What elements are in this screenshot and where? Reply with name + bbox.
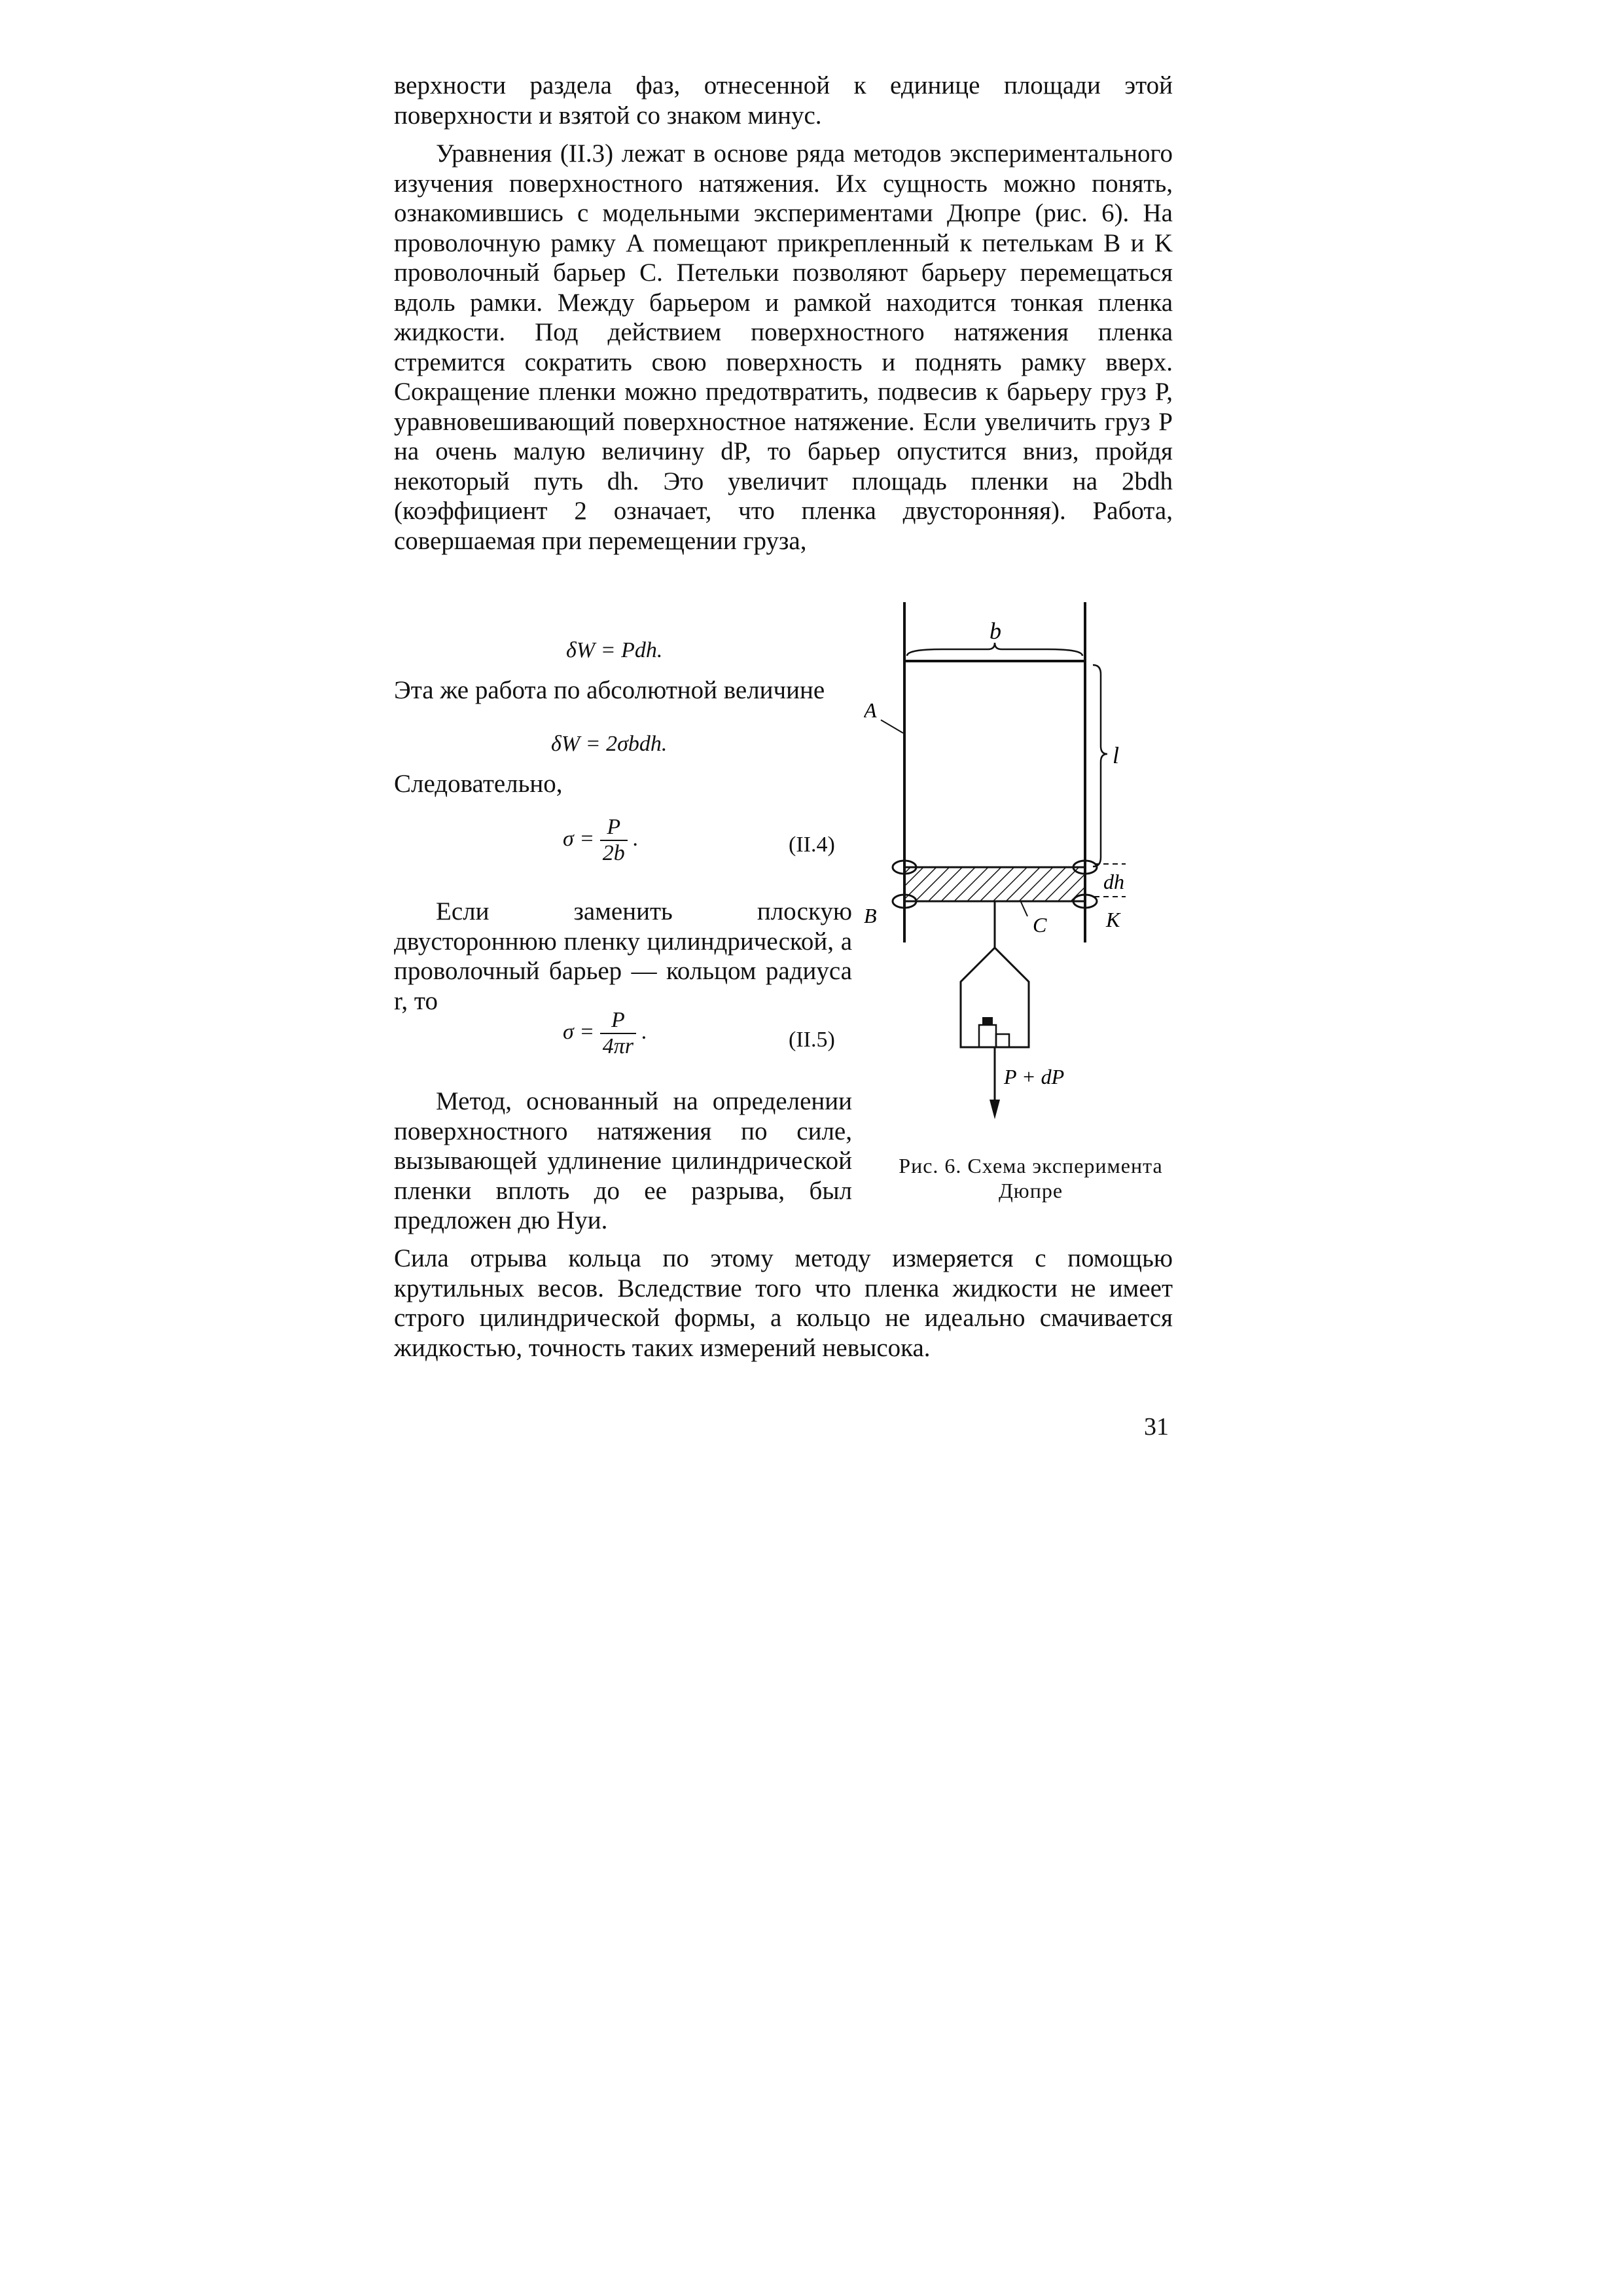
equation-number-II-5: (II.5) bbox=[789, 1028, 835, 1052]
b-brace bbox=[907, 643, 1082, 656]
label-C: C bbox=[1033, 913, 1047, 937]
leader-A bbox=[881, 720, 903, 733]
barrier-C bbox=[904, 867, 1085, 901]
equation-II-5: σ = $\frac{P}{4\pi r}$ . bbox=[563, 1008, 647, 1058]
weight-pan bbox=[961, 948, 1029, 1047]
equation-number-II-4: (II.4) bbox=[789, 833, 835, 857]
formula-work-surface: δW = 2σbdh. bbox=[551, 732, 668, 756]
label-dh: dh bbox=[1103, 870, 1124, 893]
paragraph-main: Уравнения (II.3) лежат в основе ряда методов экспериментального изучения поверхностного натяжения. Их сущность можно понять, ознакомившись с модельными экспериментами Дюпре (рис. 6). На проволочную рамку A помещают прикрепленный к петелькам B и K проволочный барьер C. Петельки позволяют барьеру перемещаться вдоль рамки. Между барьером и рамкой находится тонкая пленка жидкости. Под действием поверхностного натяжения пленка стремится сократить свою поверхность и поднять рамку вверх. Сокращение пленки можно предотвратить, подвесив к барьеру груз P, уравновешивающий поверхностное натяжение. Если увеличить груз P на очень малую величину dP, то барьер опустится вниз, пройдя некоторый путь dh. Это увеличит площадь пленки на 2bdh (коэффициент 2 означает, что пленка двусторонняя). Работа, совершаемая при перемещении груза, bbox=[394, 139, 1173, 555]
paragraph-method: Метод, основанный на определении поверхностного натяжения по силе, вызывающей удлинение цилиндрической пленки вплоть до ее разрыва, был предложен дю Нуи. bbox=[394, 1087, 852, 1234]
weight-block-1 bbox=[979, 1025, 996, 1047]
paragraph-same-work: Эта же работа по абсолютной величине bbox=[394, 676, 825, 704]
label-A: A bbox=[864, 698, 877, 722]
label-K: K bbox=[1106, 908, 1120, 931]
paragraph-end: Сила отрыва кольца по этому методу измеряется с помощью крутильных весов. Вследствие того что пленка жидкости не имеет строго цилиндрической формы, а кольцо не идеально смачивается жидкостью, точность таких измерений невысока. bbox=[394, 1244, 1173, 1362]
label-b: b bbox=[990, 618, 1001, 644]
paragraph-replace: Если заменить плоскую двустороннюю пленку цилиндрической, а проволочный барьер — кольцом радиуса r, то bbox=[394, 897, 852, 1015]
paragraph-top: верхности раздела фаз, отнесенной к единице площади этой поверхности и взятой со знаком минус. bbox=[394, 71, 1173, 130]
figure-caption: Рис. 6. Схема эксперимента Дюпре bbox=[899, 1154, 1163, 1202]
formula-work-weight: δW = Pdh. bbox=[566, 638, 663, 662]
force-arrowhead bbox=[990, 1100, 1000, 1119]
label-force: P + dP bbox=[1004, 1065, 1065, 1088]
weight-block-2 bbox=[996, 1034, 1009, 1047]
weight-knob bbox=[982, 1017, 993, 1025]
equation-II-4: σ = $\frac{P}{2b}$ . bbox=[563, 815, 639, 865]
label-l: l bbox=[1113, 742, 1120, 768]
label-B: B bbox=[864, 904, 877, 927]
leader-C bbox=[1021, 902, 1027, 916]
l-brace bbox=[1093, 665, 1107, 867]
paragraph-therefore: Следовательно, bbox=[394, 770, 563, 798]
page-number: 31 bbox=[1144, 1413, 1169, 1441]
dupre-experiment-diagram bbox=[864, 602, 1178, 1126]
